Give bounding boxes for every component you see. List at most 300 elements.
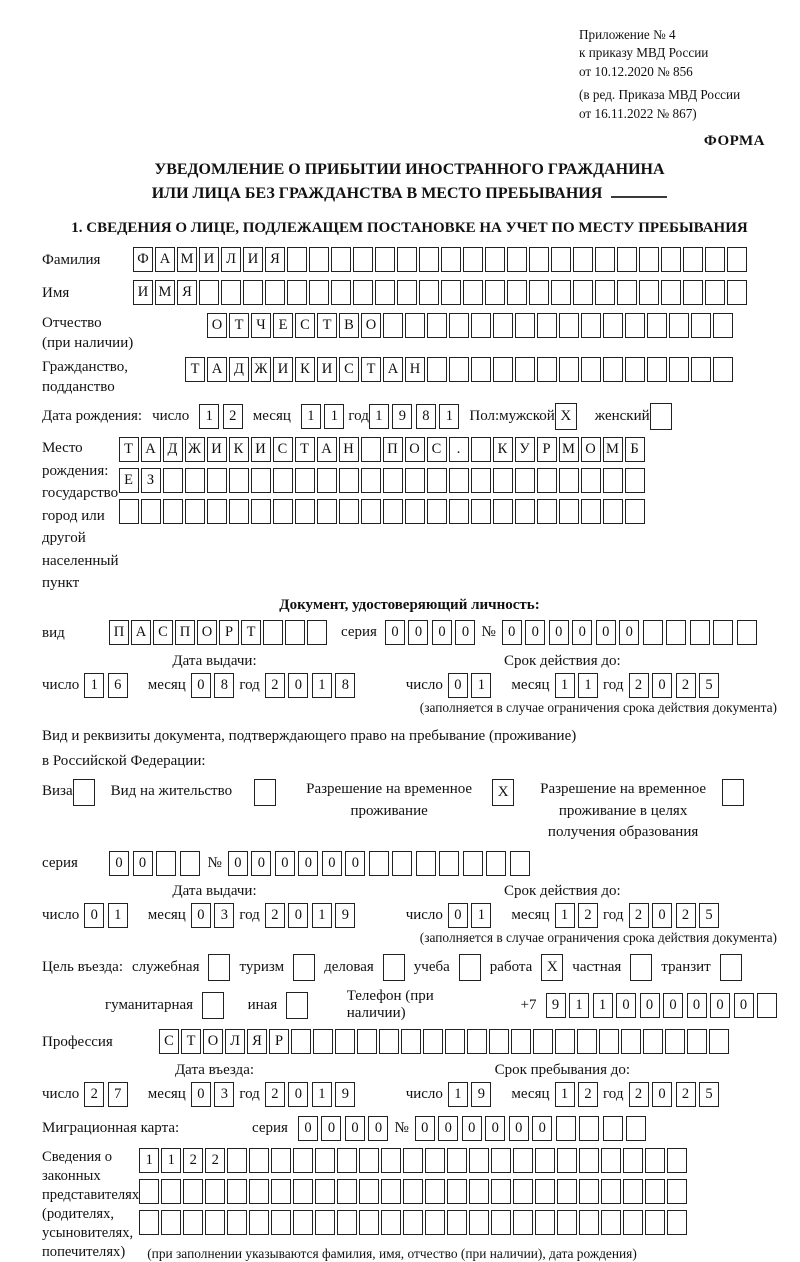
char-cell[interactable] — [423, 1029, 443, 1054]
char-cell[interactable]: И — [243, 247, 263, 272]
char-cell[interactable] — [447, 1148, 467, 1173]
char-cell[interactable] — [449, 468, 469, 493]
char-cell[interactable]: С — [339, 357, 359, 382]
char-cell[interactable] — [489, 1029, 509, 1054]
char-cell[interactable] — [665, 1029, 685, 1054]
char-cell[interactable] — [485, 247, 505, 272]
char-cell[interactable] — [161, 1179, 181, 1204]
char-cell[interactable] — [361, 499, 381, 524]
char-cell[interactable]: 0 — [448, 903, 468, 928]
char-cell[interactable]: 2 — [265, 673, 285, 698]
char-cell[interactable]: 0 — [415, 1116, 435, 1141]
char-cell[interactable]: 1 — [369, 404, 389, 429]
char-cell[interactable]: 1 — [324, 404, 344, 429]
char-cell[interactable] — [315, 1148, 335, 1173]
char-cell[interactable]: 0 — [448, 673, 468, 698]
char-cell[interactable] — [405, 468, 425, 493]
char-cell[interactable] — [307, 620, 327, 645]
char-cell[interactable] — [207, 468, 227, 493]
char-cell[interactable] — [227, 1148, 247, 1173]
char-cell[interactable]: 1 — [555, 903, 575, 928]
char-cell[interactable]: 0 — [734, 993, 754, 1018]
purpose-humanitarian-checkbox[interactable] — [202, 992, 224, 1019]
temp-residence-checkbox[interactable]: X — [492, 779, 514, 806]
char-cell[interactable] — [471, 437, 491, 462]
char-cell[interactable]: 0 — [509, 1116, 529, 1141]
char-cell[interactable]: О — [581, 437, 601, 462]
char-cell[interactable]: Ж — [251, 357, 271, 382]
char-cell[interactable] — [623, 1179, 643, 1204]
char-cell[interactable] — [183, 1179, 203, 1204]
char-cell[interactable] — [581, 468, 601, 493]
char-cell[interactable] — [427, 499, 447, 524]
char-cell[interactable]: И — [207, 437, 227, 462]
char-cell[interactable] — [535, 1210, 555, 1235]
char-cell[interactable]: М — [155, 280, 175, 305]
char-cell[interactable]: М — [559, 437, 579, 462]
char-cell[interactable]: 5 — [699, 1082, 719, 1107]
char-cell[interactable]: С — [159, 1029, 179, 1054]
char-cell[interactable]: 2 — [629, 903, 649, 928]
char-cell[interactable]: Р — [269, 1029, 289, 1054]
char-cell[interactable] — [690, 620, 710, 645]
char-cell[interactable] — [271, 1210, 291, 1235]
char-cell[interactable] — [163, 499, 183, 524]
char-cell[interactable] — [705, 247, 725, 272]
char-cell[interactable] — [581, 313, 601, 338]
char-cell[interactable]: С — [427, 437, 447, 462]
char-cell[interactable] — [493, 499, 513, 524]
char-cell[interactable] — [265, 280, 285, 305]
char-cell[interactable] — [601, 1179, 621, 1204]
char-cell[interactable] — [471, 468, 491, 493]
char-cell[interactable] — [625, 313, 645, 338]
char-cell[interactable]: 0 — [652, 673, 672, 698]
char-cell[interactable] — [251, 468, 271, 493]
char-cell[interactable] — [249, 1148, 269, 1173]
char-cell[interactable] — [381, 1148, 401, 1173]
char-cell[interactable]: 2 — [223, 404, 243, 429]
char-cell[interactable] — [425, 1210, 445, 1235]
char-cell[interactable]: 9 — [335, 1082, 355, 1107]
char-cell[interactable] — [579, 1148, 599, 1173]
char-cell[interactable] — [507, 280, 527, 305]
char-cell[interactable]: 0 — [191, 1082, 211, 1107]
char-cell[interactable] — [647, 357, 667, 382]
char-cell[interactable] — [339, 468, 359, 493]
char-cell[interactable]: 1 — [569, 993, 589, 1018]
char-cell[interactable]: 2 — [629, 673, 649, 698]
char-cell[interactable]: 0 — [228, 851, 248, 876]
char-cell[interactable] — [469, 1179, 489, 1204]
char-cell[interactable]: 0 — [462, 1116, 482, 1141]
char-cell[interactable] — [579, 1210, 599, 1235]
char-cell[interactable] — [661, 280, 681, 305]
char-cell[interactable]: 1 — [139, 1148, 159, 1173]
char-cell[interactable]: Д — [163, 437, 183, 462]
char-cell[interactable] — [119, 499, 139, 524]
char-cell[interactable] — [141, 499, 161, 524]
char-cell[interactable]: 0 — [652, 1082, 672, 1107]
char-cell[interactable] — [207, 499, 227, 524]
char-cell[interactable]: Л — [221, 247, 241, 272]
char-cell[interactable] — [139, 1179, 159, 1204]
char-cell[interactable] — [419, 247, 439, 272]
char-cell[interactable]: 0 — [438, 1116, 458, 1141]
char-cell[interactable] — [713, 357, 733, 382]
char-cell[interactable]: О — [405, 437, 425, 462]
char-cell[interactable]: 0 — [408, 620, 428, 645]
char-cell[interactable] — [463, 851, 483, 876]
char-cell[interactable] — [287, 280, 307, 305]
char-cell[interactable] — [471, 357, 491, 382]
char-cell[interactable] — [691, 357, 711, 382]
char-cell[interactable] — [337, 1179, 357, 1204]
char-cell[interactable] — [180, 851, 200, 876]
char-cell[interactable]: Т — [317, 313, 337, 338]
sex-female-checkbox[interactable] — [650, 403, 672, 430]
char-cell[interactable]: 1 — [301, 404, 321, 429]
char-cell[interactable] — [727, 280, 747, 305]
char-cell[interactable] — [163, 468, 183, 493]
char-cell[interactable] — [581, 357, 601, 382]
char-cell[interactable]: 0 — [572, 620, 592, 645]
char-cell[interactable] — [227, 1210, 247, 1235]
char-cell[interactable] — [555, 1029, 575, 1054]
char-cell[interactable] — [392, 851, 412, 876]
char-cell[interactable] — [331, 280, 351, 305]
char-cell[interactable] — [383, 499, 403, 524]
char-cell[interactable]: 1 — [439, 404, 459, 429]
char-cell[interactable]: 9 — [335, 903, 355, 928]
char-cell[interactable]: 1 — [199, 404, 219, 429]
char-cell[interactable]: В — [339, 313, 359, 338]
char-cell[interactable] — [507, 247, 527, 272]
char-cell[interactable] — [601, 1148, 621, 1173]
char-cell[interactable] — [643, 1029, 663, 1054]
char-cell[interactable]: 0 — [502, 620, 522, 645]
char-cell[interactable] — [603, 499, 623, 524]
char-cell[interactable]: Я — [247, 1029, 267, 1054]
char-cell[interactable]: Ж — [185, 437, 205, 462]
char-cell[interactable] — [551, 247, 571, 272]
char-cell[interactable] — [647, 313, 667, 338]
char-cell[interactable] — [383, 468, 403, 493]
char-cell[interactable] — [205, 1210, 225, 1235]
char-cell[interactable]: 3 — [214, 1082, 234, 1107]
char-cell[interactable] — [559, 499, 579, 524]
char-cell[interactable] — [579, 1116, 599, 1141]
char-cell[interactable] — [405, 499, 425, 524]
char-cell[interactable] — [621, 1029, 641, 1054]
char-cell[interactable]: И — [133, 280, 153, 305]
char-cell[interactable] — [463, 280, 483, 305]
char-cell[interactable] — [727, 247, 747, 272]
char-cell[interactable] — [285, 620, 305, 645]
char-cell[interactable] — [669, 357, 689, 382]
char-cell[interactable]: Т — [185, 357, 205, 382]
char-cell[interactable] — [273, 499, 293, 524]
char-cell[interactable]: П — [175, 620, 195, 645]
char-cell[interactable]: 0 — [368, 1116, 388, 1141]
char-cell[interactable]: 0 — [455, 620, 475, 645]
char-cell[interactable]: 7 — [108, 1082, 128, 1107]
char-cell[interactable] — [625, 499, 645, 524]
char-cell[interactable] — [249, 1179, 269, 1204]
char-cell[interactable] — [691, 313, 711, 338]
char-cell[interactable]: 8 — [416, 404, 436, 429]
char-cell[interactable]: 0 — [288, 903, 308, 928]
char-cell[interactable] — [205, 1179, 225, 1204]
char-cell[interactable] — [381, 1210, 401, 1235]
char-cell[interactable] — [469, 1210, 489, 1235]
char-cell[interactable] — [419, 280, 439, 305]
char-cell[interactable]: 1 — [312, 673, 332, 698]
char-cell[interactable]: 0 — [288, 1082, 308, 1107]
char-cell[interactable] — [337, 1210, 357, 1235]
char-cell[interactable] — [337, 1148, 357, 1173]
char-cell[interactable]: Е — [273, 313, 293, 338]
char-cell[interactable] — [559, 357, 579, 382]
char-cell[interactable] — [559, 468, 579, 493]
char-cell[interactable]: А — [155, 247, 175, 272]
char-cell[interactable] — [623, 1210, 643, 1235]
char-cell[interactable] — [317, 468, 337, 493]
char-cell[interactable] — [683, 247, 703, 272]
char-cell[interactable]: Б — [625, 437, 645, 462]
char-cell[interactable]: О — [203, 1029, 223, 1054]
char-cell[interactable] — [403, 1148, 423, 1173]
char-cell[interactable]: Я — [177, 280, 197, 305]
char-cell[interactable] — [359, 1179, 379, 1204]
purpose-private-checkbox[interactable] — [630, 954, 652, 981]
char-cell[interactable] — [315, 1179, 335, 1204]
char-cell[interactable] — [579, 1179, 599, 1204]
char-cell[interactable] — [441, 280, 461, 305]
char-cell[interactable]: Р — [219, 620, 239, 645]
char-cell[interactable]: 0 — [251, 851, 271, 876]
char-cell[interactable]: 6 — [108, 673, 128, 698]
char-cell[interactable] — [556, 1116, 576, 1141]
char-cell[interactable]: Л — [225, 1029, 245, 1054]
char-cell[interactable]: 0 — [322, 851, 342, 876]
char-cell[interactable]: 1 — [108, 903, 128, 928]
char-cell[interactable]: 1 — [312, 903, 332, 928]
char-cell[interactable] — [139, 1210, 159, 1235]
char-cell[interactable] — [447, 1179, 467, 1204]
char-cell[interactable] — [445, 1029, 465, 1054]
char-cell[interactable] — [361, 468, 381, 493]
char-cell[interactable] — [449, 499, 469, 524]
char-cell[interactable] — [645, 1179, 665, 1204]
char-cell[interactable] — [156, 851, 176, 876]
char-cell[interactable] — [709, 1029, 729, 1054]
char-cell[interactable] — [441, 247, 461, 272]
char-cell[interactable]: 2 — [578, 1082, 598, 1107]
char-cell[interactable] — [537, 357, 557, 382]
char-cell[interactable]: А — [317, 437, 337, 462]
char-cell[interactable] — [645, 1148, 665, 1173]
char-cell[interactable]: 5 — [699, 903, 719, 928]
char-cell[interactable]: 1 — [578, 673, 598, 698]
char-cell[interactable] — [551, 280, 571, 305]
char-cell[interactable]: Т — [241, 620, 261, 645]
char-cell[interactable] — [467, 1029, 487, 1054]
char-cell[interactable]: М — [603, 437, 623, 462]
char-cell[interactable] — [537, 499, 557, 524]
char-cell[interactable] — [486, 851, 506, 876]
char-cell[interactable] — [573, 247, 593, 272]
char-cell[interactable] — [357, 1029, 377, 1054]
char-cell[interactable]: Т — [181, 1029, 201, 1054]
char-cell[interactable] — [449, 357, 469, 382]
char-cell[interactable]: 0 — [432, 620, 452, 645]
sex-male-checkbox[interactable]: X — [555, 403, 577, 430]
char-cell[interactable] — [227, 1179, 247, 1204]
char-cell[interactable] — [469, 1148, 489, 1173]
char-cell[interactable] — [291, 1029, 311, 1054]
char-cell[interactable] — [645, 1210, 665, 1235]
purpose-study-checkbox[interactable] — [459, 954, 481, 981]
char-cell[interactable] — [249, 1210, 269, 1235]
char-cell[interactable] — [667, 1148, 687, 1173]
temp-residence-education-checkbox[interactable] — [722, 779, 744, 806]
char-cell[interactable] — [251, 499, 271, 524]
char-cell[interactable] — [757, 993, 777, 1018]
char-cell[interactable] — [293, 1179, 313, 1204]
char-cell[interactable]: М — [177, 247, 197, 272]
char-cell[interactable]: У — [515, 437, 535, 462]
char-cell[interactable] — [485, 280, 505, 305]
char-cell[interactable]: 9 — [546, 993, 566, 1018]
char-cell[interactable] — [573, 280, 593, 305]
char-cell[interactable]: 1 — [471, 673, 491, 698]
char-cell[interactable]: 0 — [321, 1116, 341, 1141]
char-cell[interactable] — [639, 247, 659, 272]
char-cell[interactable]: К — [229, 437, 249, 462]
char-cell[interactable] — [427, 313, 447, 338]
char-cell[interactable] — [383, 313, 403, 338]
char-cell[interactable] — [229, 468, 249, 493]
char-cell[interactable] — [667, 1179, 687, 1204]
char-cell[interactable]: 9 — [471, 1082, 491, 1107]
char-cell[interactable] — [353, 247, 373, 272]
char-cell[interactable] — [491, 1148, 511, 1173]
char-cell[interactable]: Т — [229, 313, 249, 338]
char-cell[interactable] — [581, 499, 601, 524]
char-cell[interactable] — [595, 280, 615, 305]
char-cell[interactable] — [427, 357, 447, 382]
char-cell[interactable]: 8 — [214, 673, 234, 698]
char-cell[interactable] — [537, 468, 557, 493]
char-cell[interactable]: 0 — [596, 620, 616, 645]
char-cell[interactable]: С — [153, 620, 173, 645]
char-cell[interactable] — [313, 1029, 333, 1054]
char-cell[interactable] — [271, 1148, 291, 1173]
char-cell[interactable] — [535, 1148, 555, 1173]
char-cell[interactable] — [513, 1179, 533, 1204]
char-cell[interactable] — [359, 1210, 379, 1235]
char-cell[interactable] — [375, 280, 395, 305]
char-cell[interactable] — [229, 499, 249, 524]
char-cell[interactable]: Т — [295, 437, 315, 462]
char-cell[interactable] — [533, 1029, 553, 1054]
char-cell[interactable] — [595, 247, 615, 272]
char-cell[interactable]: Ч — [251, 313, 271, 338]
char-cell[interactable] — [626, 1116, 646, 1141]
char-cell[interactable] — [515, 313, 535, 338]
char-cell[interactable]: И — [251, 437, 271, 462]
char-cell[interactable] — [666, 620, 686, 645]
char-cell[interactable]: 0 — [663, 993, 683, 1018]
char-cell[interactable]: О — [361, 313, 381, 338]
char-cell[interactable] — [295, 468, 315, 493]
char-cell[interactable]: 0 — [652, 903, 672, 928]
purpose-business-checkbox[interactable] — [383, 954, 405, 981]
char-cell[interactable] — [529, 247, 549, 272]
char-cell[interactable]: 1 — [161, 1148, 181, 1173]
char-cell[interactable] — [491, 1210, 511, 1235]
char-cell[interactable] — [557, 1148, 577, 1173]
char-cell[interactable]: 2 — [84, 1082, 104, 1107]
char-cell[interactable] — [427, 468, 447, 493]
char-cell[interactable]: Н — [405, 357, 425, 382]
char-cell[interactable]: . — [449, 437, 469, 462]
char-cell[interactable] — [449, 313, 469, 338]
char-cell[interactable] — [559, 313, 579, 338]
char-cell[interactable] — [273, 468, 293, 493]
char-cell[interactable] — [425, 1179, 445, 1204]
char-cell[interactable]: 1 — [312, 1082, 332, 1107]
char-cell[interactable] — [185, 499, 205, 524]
char-cell[interactable]: 0 — [532, 1116, 552, 1141]
char-cell[interactable] — [603, 357, 623, 382]
purpose-other-checkbox[interactable] — [286, 992, 308, 1019]
char-cell[interactable] — [643, 620, 663, 645]
char-cell[interactable] — [199, 280, 219, 305]
char-cell[interactable] — [603, 468, 623, 493]
char-cell[interactable] — [379, 1029, 399, 1054]
char-cell[interactable]: 1 — [593, 993, 613, 1018]
char-cell[interactable]: 1 — [555, 1082, 575, 1107]
char-cell[interactable] — [359, 1148, 379, 1173]
char-cell[interactable] — [623, 1148, 643, 1173]
char-cell[interactable] — [557, 1179, 577, 1204]
char-cell[interactable]: 8 — [335, 673, 355, 698]
char-cell[interactable] — [617, 280, 637, 305]
char-cell[interactable] — [317, 499, 337, 524]
char-cell[interactable]: 0 — [191, 673, 211, 698]
char-cell[interactable]: 0 — [385, 620, 405, 645]
char-cell[interactable]: 0 — [275, 851, 295, 876]
char-cell[interactable] — [601, 1210, 621, 1235]
char-cell[interactable] — [599, 1029, 619, 1054]
char-cell[interactable]: А — [383, 357, 403, 382]
char-cell[interactable]: З — [141, 468, 161, 493]
char-cell[interactable]: О — [207, 313, 227, 338]
char-cell[interactable] — [381, 1179, 401, 1204]
char-cell[interactable] — [625, 468, 645, 493]
char-cell[interactable] — [397, 247, 417, 272]
char-cell[interactable]: Т — [119, 437, 139, 462]
char-cell[interactable]: 0 — [298, 1116, 318, 1141]
char-cell[interactable] — [439, 851, 459, 876]
char-cell[interactable] — [309, 280, 329, 305]
char-cell[interactable]: О — [197, 620, 217, 645]
char-cell[interactable]: С — [273, 437, 293, 462]
char-cell[interactable]: Д — [229, 357, 249, 382]
char-cell[interactable] — [515, 499, 535, 524]
